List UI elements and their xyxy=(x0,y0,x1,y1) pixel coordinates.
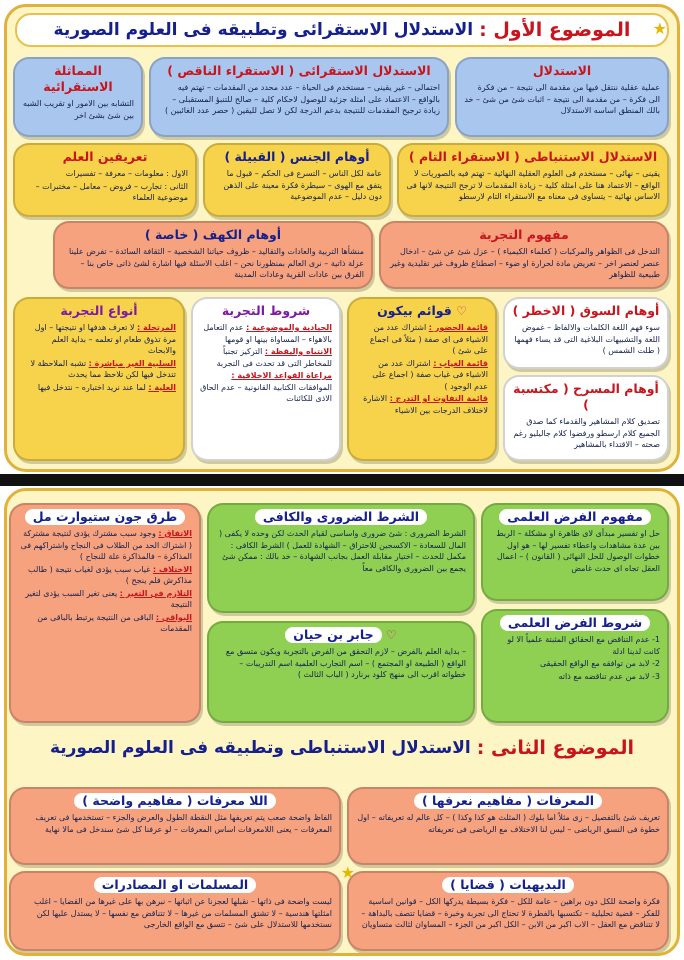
anwa-title: أنواع التجربة xyxy=(60,303,138,318)
naqis-box xyxy=(149,57,449,137)
tajriba-text: التدخل فى الظواهر والمركبات ( كعلماء الكيمياء ) – عزل شئ عن شئ – ادخال عنصر لعنصر اخر – تعريض مادة لحرارة او ضوء – اصطناع ظروف غير تقليدية وغير طبيعية للظواهر xyxy=(390,247,660,279)
naqis-title: الاستدلال الاستقرائى ( الاستقراء الناقص ) xyxy=(167,63,431,78)
shurut-fard-line-3: 3- لابد من عدم تناقضه مع ذاته xyxy=(558,671,660,681)
musallamat-text: ليست واضحة فى ذاتها – نقبلها لعجزنا عن اثباتها – نبرهن بها على غيرها من القضايا – اغلب امثلتها هندسية – لا تشتق المسلمات من غيرها – لا تتناقض مع نفسها – لا يستدل عليها لكن نستخدمها للاستدلال على شئ – تتسق مع الواقع الخارجى xyxy=(33,897,332,929)
bacon-h3: قائمة التفاوت او التدرج : xyxy=(389,394,488,403)
tam-title: الاستدلال الاستنباطى ( الاستقراء التام ) xyxy=(408,149,658,164)
shurut-fard-line-1: 1- عدم التناقض مع الحقائق المثبتة علمياً الا لو كانت لدينا ادلة xyxy=(507,635,660,656)
istidlal-title: الاستدلال xyxy=(532,63,592,78)
shurut-fard-line-2: 2- لابد من توافقه مع الواقع الحقيقى xyxy=(540,659,660,668)
anwa-iliya-text: لما عند نريد اختباره – نتدخل فيها xyxy=(37,382,146,392)
shart-text: الشرط الضرورى : شئ ضرورى واساسى لقيام الحدث لكن وحده لا يكفى ( المال للسعادة – الاكسجين للاحتراق – الشهادة للعمل ) الشرط الكافى : مكمل للحدث – اختيار مقابلة العمل بجانب الشهادة – خد بالك : ممكن شئ يجمع بين الضرورى والكافى معاً xyxy=(218,529,466,573)
bacon-title: قوائم بيكون xyxy=(377,303,452,318)
mafhum-fard-text: حل او تفسير مبدأى لاى ظاهرة او مشكلة – الربط بين عدة مشاهدات واعطاء تفسير لها – هو اول خطوات الوصول للحل النهائى ( القانون ) – اعمال العقل تجاه اى حدث غامض xyxy=(496,529,660,573)
masrah-box xyxy=(503,375,669,461)
kahf-title: أوهام الكهف ( خاصة ) xyxy=(144,227,282,242)
shurut-title: شروط التجربة xyxy=(221,303,311,318)
tajriba-box xyxy=(379,221,669,289)
jabir-title: جابر بن حيان xyxy=(285,627,381,643)
mill-h2: الاختلاف : xyxy=(152,564,192,574)
la-marifat-box xyxy=(9,787,341,865)
tarifat-title: تعريفين العلم xyxy=(62,149,148,164)
tam-text: يقينى – نهائى – مستخدم فى العلوم العقلية النهائية – تهتم فيه بالصوريات لا الواقع – الاعتماد هنا على امثلة كلية – زيادة المقدمات لا ترجح النتيجة لانها فى الاساس نهائية – يتساوى فى معناه مع الاستقراء التام لارسطو xyxy=(406,169,660,201)
mumathala-text: التشابه بين الامور او تقريب الشبه بين شئ بشئ اخر xyxy=(22,99,134,120)
topic-one-label: الموضوع الأول : xyxy=(479,19,631,41)
shurut-fard-title: شروط الفرض العلمى xyxy=(500,615,650,631)
mumathala-title: المماثلة الاستقرائية xyxy=(43,63,113,94)
mumathala-box xyxy=(13,57,143,137)
masrah-title: أوهام المسرح ( مكتسبة ) xyxy=(513,381,659,412)
anwa-salbiya-text: تشبه الملاحظة لا تتدخل فيها لكن تلاحظ مما يحدث xyxy=(30,358,176,379)
mill-t3: يعنى تغير السبب يؤدى لتغير النتيجة xyxy=(25,588,192,609)
mill-h4: البواقى : xyxy=(155,612,192,622)
jabir-text: – بداية العلم بالفرض – لازم التحقق من الفرض بالتجربة ويكون متسق مع الواقع ( الطبيعة او المجتمع ) – اسم التجارب العلمية اسم التدريبات – خطواته اقرب الى منهج كلود برنارد ( الباب الثالث ) xyxy=(225,647,466,679)
heart-icon: ♡ xyxy=(456,304,467,318)
topic-two-panel xyxy=(4,488,680,956)
jins-box xyxy=(203,143,391,217)
bacon-t3: الاشارة لاختلاف الدرجات بين الاشياء xyxy=(363,394,488,415)
mill-t4: الباقى من النتيجة يرتبط بالباقى من المقدمات xyxy=(37,612,192,633)
mill-box xyxy=(9,503,201,723)
jins-title: أوهام الجنس ( القبيلة ) xyxy=(224,149,370,164)
mafhum-fard-title: مفهوم الفرض العلمى xyxy=(499,509,650,525)
shart-title: الشرط الضرورى والكافى xyxy=(255,509,427,525)
jabir-box xyxy=(207,621,475,723)
suq-title: أوهام السوق ( الاخطر ) xyxy=(512,303,660,318)
anwa-salbiya-label: السلبية الغير مباشرة : xyxy=(88,358,176,368)
topic-one-heading: الاستدلال الاستقرائى وتطبيقه فى العلوم الصورية xyxy=(53,20,474,40)
bacon-t1: اشتراك عدد من الاشياء فى اى صفة ( مثلاً فى اجماع على شئ ) xyxy=(369,323,488,355)
kahf-box xyxy=(53,221,373,289)
shurut-box xyxy=(191,297,341,461)
topic-one-panel xyxy=(4,4,680,472)
anwa-murtajala-text: لا تعرف هدفها او نتيجتها – اول مرة تذوق طعام او تعلمه – بداية العلم والابحاث xyxy=(34,323,176,355)
mill-h3: التلازم فى التغير : xyxy=(119,588,192,598)
musallamat-title: المسلمات او المصادرات xyxy=(94,877,256,893)
shurut-t1: عدم التعامل بالاهواء – المساواة بينها او قومها xyxy=(203,323,332,344)
bacon-box xyxy=(347,297,497,461)
suq-box xyxy=(503,297,669,369)
shurut-h1: الحيادية والموضوعية : xyxy=(246,323,332,332)
bacon-h1: قائمة الحضور : xyxy=(428,323,488,332)
anwa-box xyxy=(13,297,185,461)
istidlal-box xyxy=(455,57,669,137)
shurut-h2: الانتباه واليقظة : xyxy=(264,347,332,356)
masrah-text: تصديق كلام المشاهير والقدماء كما صدق الجميع كلام ارسطو ورفضوا كلام جاليليو رغم صحته – الاقتداء بالمشاهير xyxy=(513,417,660,449)
shurut-fard-box xyxy=(481,609,669,723)
topic-two-label: الموضوع الثانى : xyxy=(476,737,635,759)
bacon-h2: قائمة الغياب : xyxy=(433,358,488,368)
page-divider xyxy=(0,474,684,486)
mafhum-fard-box xyxy=(481,503,669,601)
marifat-box xyxy=(347,787,669,865)
anwa-iliya-label: العلية : xyxy=(148,382,176,392)
marifat-title: المعرفات ( مفاهيم نعرفها ) xyxy=(414,793,602,809)
mill-t1: وجود سبب مشترك يؤدى لنتيجة مشتركة ( اشتراك الحد من الطلاب فى النجاح واشتراكهم فى المذاكرة – فالمذاكرة علة للنجاح ) xyxy=(20,529,192,561)
la-marifat-title: اللا معرفات ( مفاهيم واضحة ) xyxy=(74,793,275,809)
mill-t2: غياب سبب يؤدى لغياب نتيجة ( طالب مذاكرش فلم ينجح ) xyxy=(27,564,192,585)
kahf-text: منشأها التربية والعادات والتقاليد – ظروف حياتنا الشخصية – الثقافة السائدة – تفرض علينا عزلة ذاتية – نرى العالم بمنظورنا نحن – اغلب الاسئلة فيها اشارة لشئ ذاتى خاص بنا – الفرق بين عادات القرية وعادات المدينة xyxy=(69,247,364,279)
tajriba-title: مفهوم التجربة xyxy=(479,227,569,242)
badihiyat-text: فكرة واضحة للكل دون براهين – عامة للكل – فكرة بسيطة يدركها الكل – قوانين اساسية للفكر – قضية تحليلية – تكتسبها بالفطرة لا تحتاج الى تجربة وخبرة – قضايا تتصف بالبداهة – لا تتناقض مع العقل – الاب اكبر من الابن – الكل اكبر من الجزء – المساوان لثالث متساويان xyxy=(361,897,660,929)
shart-box xyxy=(207,503,475,613)
shurut-t3: الموافقات الكتابية القانونية – عدم الحاق الاذى للكائنات xyxy=(200,382,332,403)
badihiyat-title: البديهيات ( قضايا ) xyxy=(442,877,574,893)
shurut-t2: التركيز تجنباً للمخاطر التى قد تحدث فى التجربة xyxy=(216,347,332,368)
mill-h1: الاتفاق : xyxy=(158,529,192,538)
la-marifat-text: الفاظ واضحة صعب يتم تعريفها مثل النقطة الطول والعرض والجزء – تستخدمها فى تعريف المعرفات – يعنى اللامعرفات اساس المعرفات – لو عرفنا كل شئ سندخل فى مالا نهاية xyxy=(35,813,332,834)
musallamat-box xyxy=(9,871,341,951)
mill-title: طرق جون ستيوارت مل xyxy=(25,509,186,525)
bacon-t2: اشتراك عدد من الاشياء فى غياب صفة ( اجماع على عدم الوجود ) xyxy=(372,358,488,391)
topic-two-title xyxy=(15,731,669,765)
badihiyat-box xyxy=(347,871,669,951)
anwa-murtajala-label: المرتجلة : xyxy=(137,323,176,332)
suq-text: سوء فهم اللغة الكلمات والالفاظ – غموض اللغة والتشبيهات البلاغية التى قد يساء فهمها ( طلت الشمس ) xyxy=(514,323,660,355)
topic-two-heading: الاستدلال الاستنباطى وتطبيقه فى العلوم الصورية xyxy=(49,738,471,758)
tarifat-box xyxy=(13,143,197,217)
marifat-text: تعريف شئ بالتفصيل – زى مثلاً اما بلوك ( المثلث هو كذا وكذا ) – كل عالم له تعريفاته – اول خطوة فى النسق الرياضى – ليس لنا الاختلاف مع الرياضى فى تعريفاته xyxy=(357,813,660,834)
star-icon: ★ xyxy=(340,863,355,882)
naqis-text: احتمالى – غير يقينى – مستخدم فى الحياة – عدد محدد من المقدمات – تهتم فيه بالواقع – الاعتماد على امثلة جزئية للوصول لاحكام كلية – صالح للتنبؤ المستقبلى – زيادة ترجيح المقدمات للنتيجة بدعم الدرجة لكن لا تصل لليقين ( حصر عدد الغائبين ) xyxy=(164,83,440,115)
tarifat-line-2: الثانى : تجارب – فروض – معامل – مختبرات – موضوعية العلماء xyxy=(35,181,188,202)
shurut-h3: مراعاة القواعد الاخلاقية : xyxy=(231,371,332,380)
istidlal-text: عملية عقلية ننتقل فيها من مقدمة الى نتيجة – من فكرة الى فكرة – من مقدمة الى نتيجة – اثبات شئ من شئ – خد بالك المنطق اساسه الاستدلال xyxy=(464,83,660,115)
star-icon: ★ xyxy=(652,19,667,38)
topic-one-title xyxy=(15,13,669,47)
tarifat-line-1: الاول : معلومات – معرفة – تفسيرات xyxy=(65,169,188,178)
tam-box xyxy=(397,143,669,217)
heart-icon: ♡ xyxy=(385,628,397,642)
jins-text: عامة لكل الناس – التسرع فى الحكم – قبول ما يتفق مع الهوى – سيطرة فكرة معينة على الذهن دون دليل – عدم الموضوعية xyxy=(223,169,382,201)
